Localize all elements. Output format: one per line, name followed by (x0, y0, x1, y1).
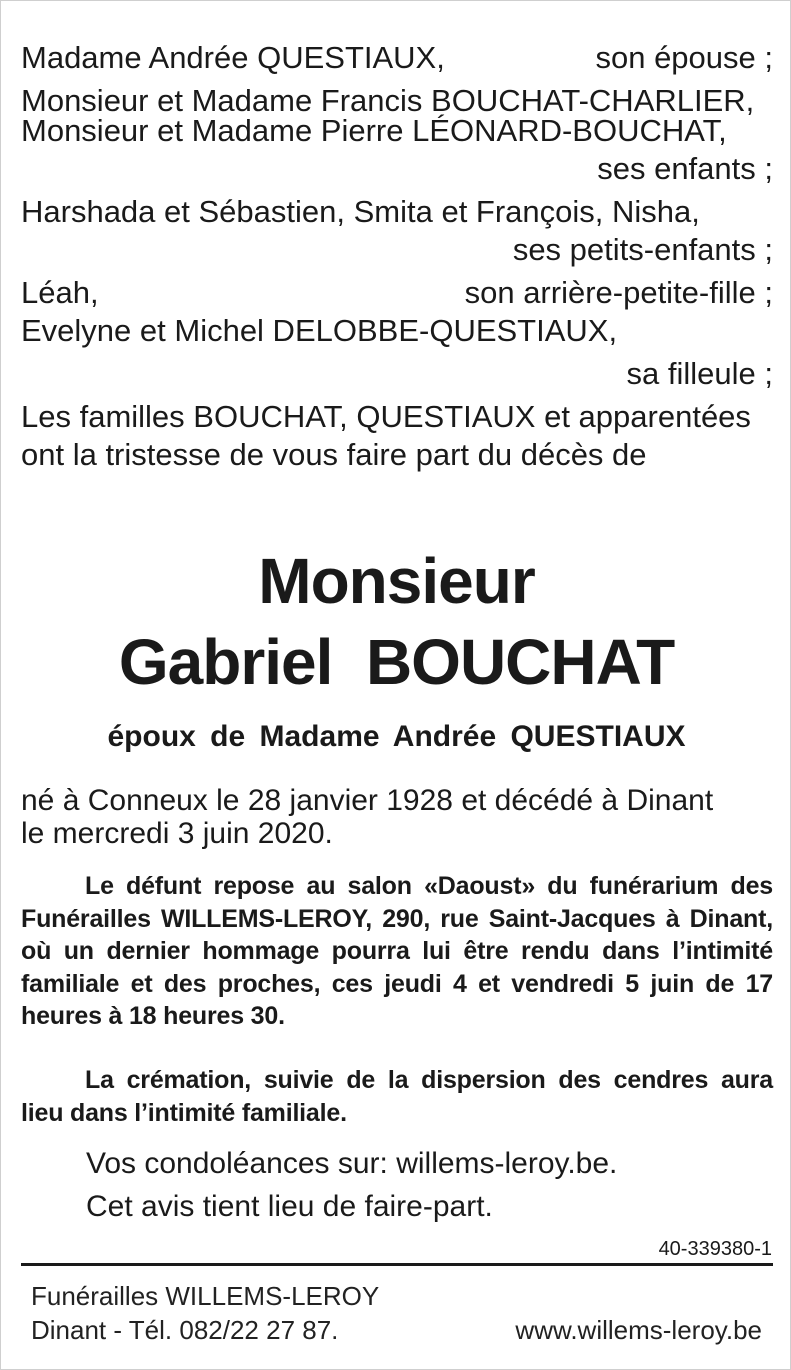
viewing-notice (21, 870, 773, 1033)
death-line: le mercredi 3 juin 2020. (21, 817, 333, 850)
family-role: ses enfants ; (597, 151, 773, 186)
family-role: sa filleule ; (626, 356, 773, 391)
family-row-spouse (21, 39, 773, 77)
divider (21, 1263, 773, 1266)
birth-death-info (21, 784, 773, 850)
condolences-line: Vos condoléances sur: willems-leroy.be. (86, 1147, 618, 1180)
footer-phone: Dinant - Tél. 082/22 27 87. (31, 1315, 339, 1345)
footer (31, 1279, 762, 1347)
family-line: Monsieur et Madame Francis BOUCHAT-CHARLIER, (21, 83, 755, 118)
cremation-text: La crémation, suivie de la dispersion des cendres aura lieu dans l’intimité familiale. (21, 1066, 773, 1127)
footer-contact (31, 1313, 762, 1347)
family-list (21, 39, 773, 474)
birth-line: né à Conneux le 28 janvier 1928 et décédé à Dinant (21, 784, 714, 817)
family-role: son arrière-petite-fille ; (464, 275, 773, 310)
family-line: Harshada et Sébastien, Smita et François, Nisha, (21, 194, 700, 229)
family-row-great-grandchild (21, 274, 773, 312)
family-role: ses petits-enfants ; (512, 232, 773, 267)
family-line: Monsieur et Madame Pierre LÉONARD-BOUCHAT, (21, 113, 727, 148)
deceased-name: Gabriel BOUCHAT (118, 626, 675, 698)
footer-website[interactable]: www.willems-leroy.be (515, 1315, 762, 1345)
family-line: Les familles BOUCHAT, QUESTIAUX et apparentées (21, 399, 751, 434)
reference-number: 40-339380-1 (658, 1238, 772, 1260)
family-name: Madame Andrée QUESTIAUX, (21, 40, 445, 75)
viewing-text: Le défunt repose au salon «Daoust» du funérarium des Funérailles WILLEMS-LEROY, 290, rue Saint-Jacques à Dinant, où un dernier hommage pourra lui être rendu dans l’intimité familiale et des proches, ces jeudi 4 et vendredi 5 juin de 17 heures à 18 heures 30. (21, 872, 773, 1030)
family-line: Evelyne et Michel DELOBBE-QUESTIAUX, (21, 313, 618, 348)
footer-company: Funérailles WILLEMS-LEROY (31, 1281, 380, 1311)
deceased-title: Monsieur (258, 545, 535, 617)
family-name: Léah, (21, 275, 99, 310)
faire-part-line: Cet avis tient lieu de faire-part. (86, 1190, 493, 1223)
family-line: ont la tristesse de vous faire part du décès de (21, 437, 647, 472)
family-role: son épouse ; (595, 40, 773, 75)
deceased-spouse: époux de Madame Andrée QUESTIAUX (107, 720, 686, 753)
cremation-notice (21, 1064, 773, 1129)
